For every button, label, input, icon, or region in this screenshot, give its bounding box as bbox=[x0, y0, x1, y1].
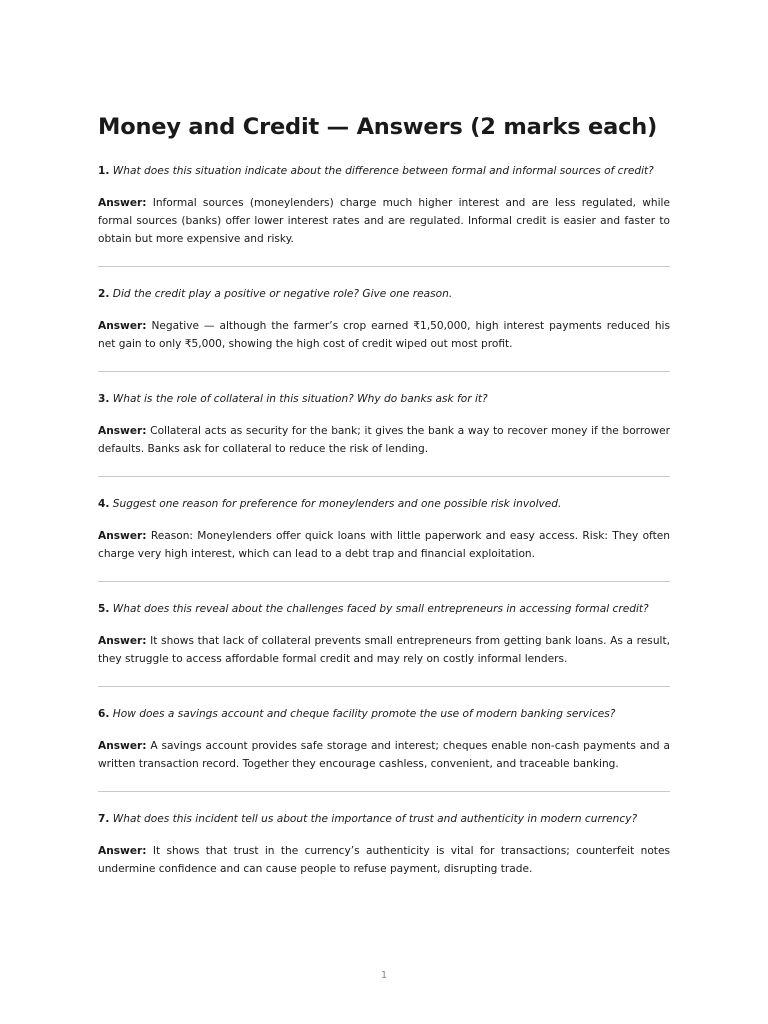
question-text: How does a savings account and cheque facility promote the use of modern banking services? bbox=[112, 708, 616, 720]
answer-5 bbox=[98, 632, 670, 668]
answer-text: Informal sources (moneylenders) charge much higher interest and are less regulated, while formal sources (banks) offer lower interest rates and are regulated. Informal credit is easier and faster to obtain but more expensive and risky. bbox=[98, 197, 670, 245]
question-number: 1. bbox=[98, 165, 110, 177]
answer-label: Answer: bbox=[98, 320, 147, 332]
answer-text: Negative — although the farmer’s crop earned ₹1,50,000, high interest payments reduced his net gain to only ₹5,000, showing the high cost of credit wiped out most profit. bbox=[98, 320, 670, 350]
divider bbox=[98, 791, 670, 792]
answer-1 bbox=[98, 194, 670, 248]
question-text: Did the credit play a positive or negative role? Give one reason. bbox=[112, 288, 453, 300]
page-title: Money and Credit — Answers (2 marks each) bbox=[98, 114, 658, 140]
question-number: 3. bbox=[98, 393, 110, 405]
question-block-1 bbox=[98, 162, 670, 248]
answer-label: Answer: bbox=[98, 197, 147, 209]
question-text: Suggest one reason for preference for moneylenders and one possible risk involved. bbox=[112, 498, 562, 510]
answer-label: Answer: bbox=[98, 425, 147, 437]
answer-7 bbox=[98, 842, 670, 878]
question-block-7 bbox=[98, 810, 670, 878]
question-2 bbox=[98, 285, 670, 303]
question-block-4 bbox=[98, 495, 670, 563]
question-4 bbox=[98, 495, 670, 513]
question-block-6 bbox=[98, 705, 670, 773]
answer-3 bbox=[98, 422, 670, 458]
divider bbox=[98, 476, 670, 477]
question-number: 6. bbox=[98, 708, 110, 720]
answer-label: Answer: bbox=[98, 845, 147, 857]
page-number: 1 bbox=[380, 970, 388, 981]
answer-text: Reason: Moneylenders offer quick loans with little paperwork and easy access. Risk: They often charge very high interest, which can lead to a debt trap and financial exploitation. bbox=[98, 530, 670, 560]
answer-4 bbox=[98, 527, 670, 563]
question-number: 4. bbox=[98, 498, 110, 510]
question-number: 7. bbox=[98, 813, 110, 825]
question-number: 5. bbox=[98, 603, 110, 615]
question-block-3 bbox=[98, 390, 670, 458]
question-text: What does this situation indicate about the difference between formal and informal sources of credit? bbox=[112, 165, 654, 177]
answer-text: It shows that trust in the currency’s authenticity is vital for transactions; counterfeit notes undermine confidence and can cause people to refuse payment, disrupting trade. bbox=[98, 845, 670, 875]
divider bbox=[98, 581, 670, 582]
question-5 bbox=[98, 600, 670, 618]
question-text: What does this reveal about the challenges faced by small entrepreneurs in accessing formal credit? bbox=[112, 603, 649, 615]
divider bbox=[98, 266, 670, 267]
answer-text: A savings account provides safe storage and interest; cheques enable non-cash payments and a written transaction record. Together they encourage cashless, convenient, and traceable banking. bbox=[98, 740, 670, 770]
answer-6 bbox=[98, 737, 670, 773]
question-6 bbox=[98, 705, 670, 723]
question-7 bbox=[98, 810, 670, 828]
question-block-2 bbox=[98, 285, 670, 353]
question-text: What is the role of collateral in this situation? Why do banks ask for it? bbox=[112, 393, 488, 405]
answer-2 bbox=[98, 317, 670, 353]
answer-text: Collateral acts as security for the bank; it gives the bank a way to recover money if the borrower defaults. Banks ask for collateral to reduce the risk of lending. bbox=[98, 425, 670, 455]
question-number: 2. bbox=[98, 288, 110, 300]
question-block-5 bbox=[98, 600, 670, 668]
answer-text: It shows that lack of collateral prevents small entrepreneurs from getting bank loans. As a result, they struggle to access affordable formal credit and may rely on costly informal lenders. bbox=[98, 635, 670, 665]
answer-label: Answer: bbox=[98, 530, 147, 542]
divider bbox=[98, 686, 670, 687]
divider bbox=[98, 371, 670, 372]
question-3 bbox=[98, 390, 670, 408]
question-1 bbox=[98, 162, 670, 180]
answer-label: Answer: bbox=[98, 740, 147, 752]
document-page bbox=[98, 112, 670, 878]
question-text: What does this incident tell us about the importance of trust and authenticity in modern currency? bbox=[112, 813, 638, 825]
answer-label: Answer: bbox=[98, 635, 147, 647]
